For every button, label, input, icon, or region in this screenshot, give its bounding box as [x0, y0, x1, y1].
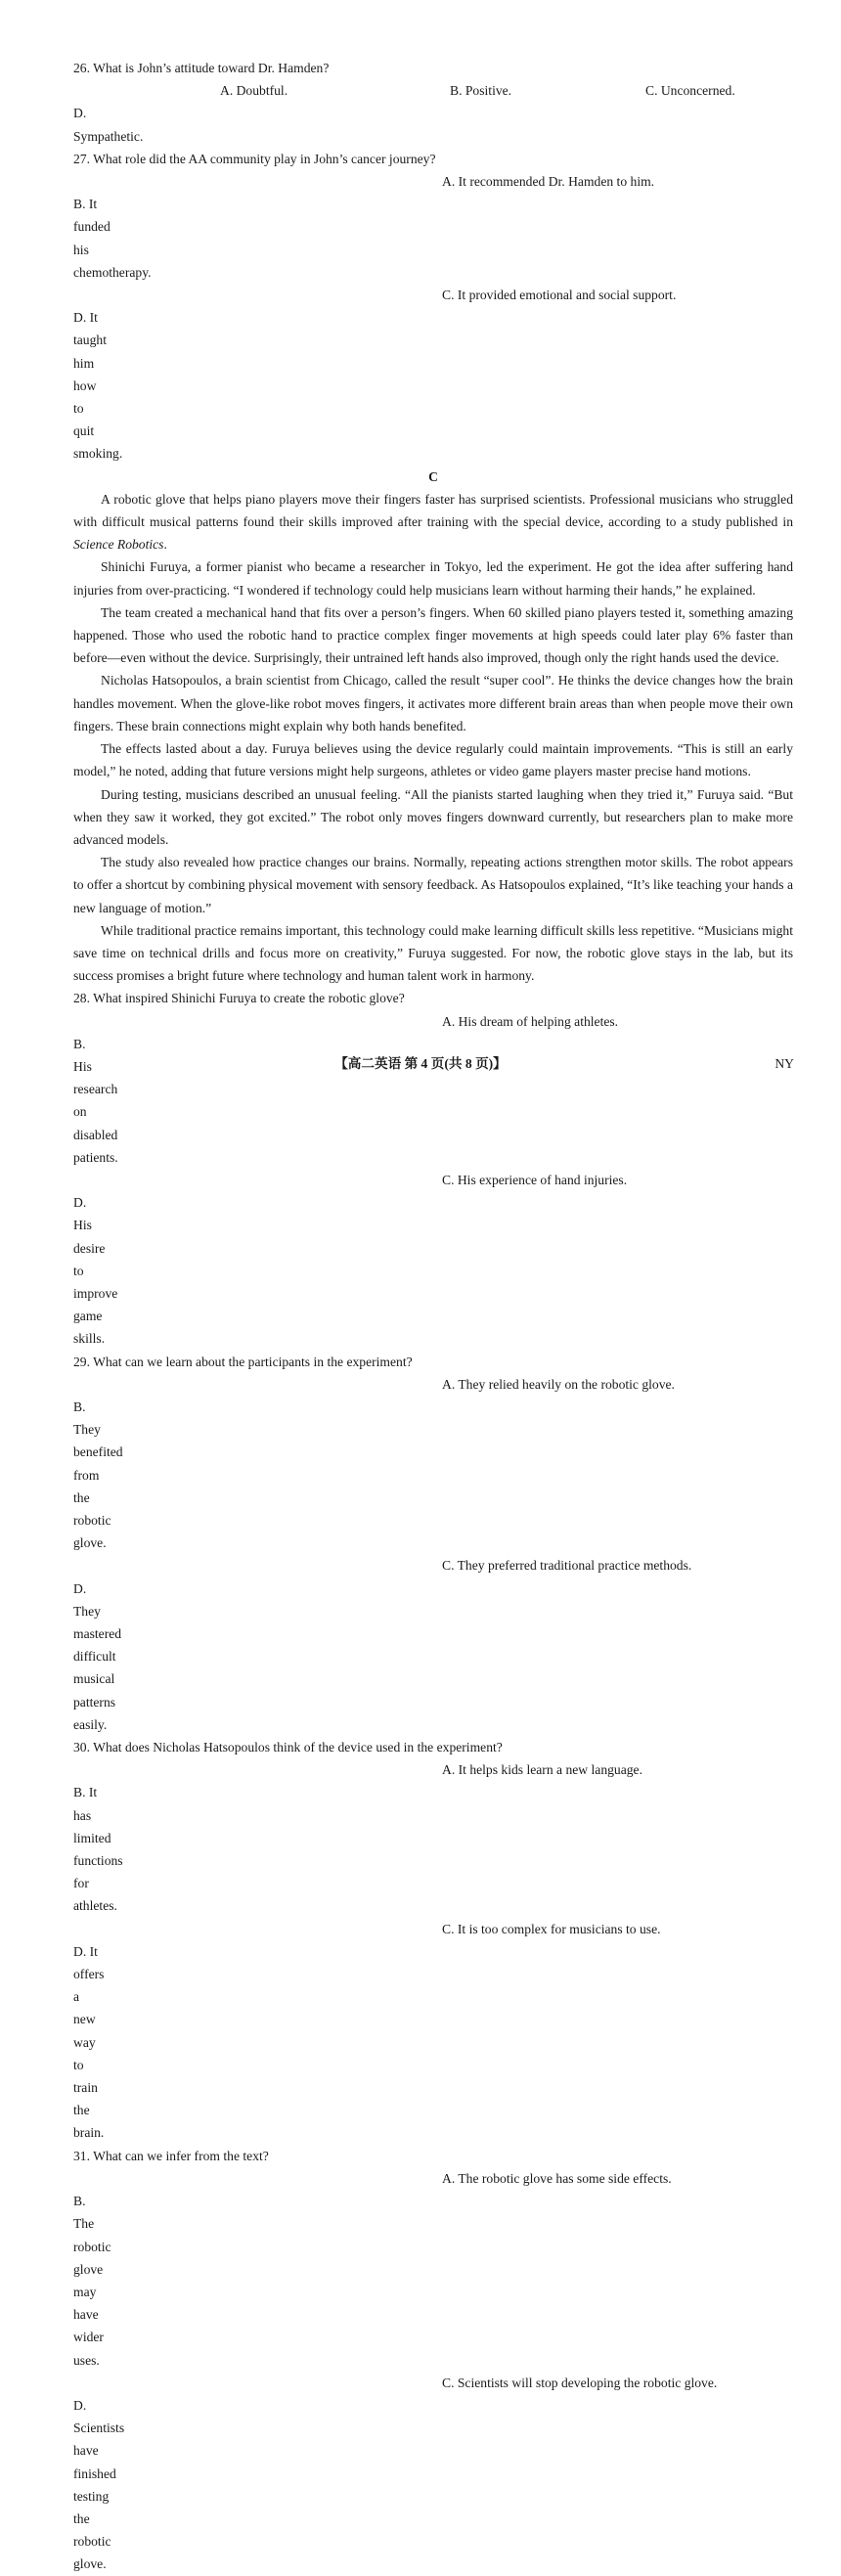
question-30 — [73, 1736, 793, 2145]
options-row — [73, 1758, 793, 1917]
option-c: C. Unconcerned. — [645, 83, 735, 99]
options-row — [73, 2372, 793, 2576]
option-a: A. His dream of helping athletes. — [442, 1013, 619, 1029]
question-26 — [73, 57, 793, 148]
option-d: D. They mastered difficult musical patterns easily. — [73, 1580, 122, 1732]
question-stem: 27. What role did the AA community play in John’s cancer journey? — [73, 151, 436, 166]
passage-paragraph: While traditional practice remains important, this technology could make learning difficult skills less repetitive. “Musicians might save time on technical drills and focus more on creativity,” Furuya suggested. For now, the robotic glove stays in the lab, but its success promises a bright future where technology and human talent work in harmony. — [73, 922, 793, 984]
option-d: D. It taught him how to quit smoking. — [73, 310, 123, 462]
option-a: A. They relied heavily on the robotic glove. — [442, 1376, 675, 1392]
question-29 — [73, 1351, 793, 1736]
question-27 — [73, 148, 793, 466]
option-d: D. Scientists have finished testing the robotic glove. — [73, 2397, 125, 2572]
option-b: B. Positive. — [450, 83, 512, 99]
option-a: A. It helps kids learn a new language. — [442, 1762, 642, 1778]
options-row — [73, 79, 793, 148]
paragraph-text: A robotic glove that helps piano players move their fingers faster has surprised scientists. Professional musicians who struggled with difficult musical patterns found their skills improved after training with the special device, according to a study published in — [73, 491, 793, 530]
question-28 — [73, 987, 793, 1350]
option-c: C. It provided emotional and social support. — [442, 288, 677, 303]
passage-paragraph: The study also revealed how practice changes our brains. Normally, repeating actions strengthen motor skills. The robot appears to offer a shortcut by combining physical movement with sensory feedback. As Hatsopoulos explained, “It’s like teaching your hands a new language of motion.” — [73, 855, 793, 915]
options-row — [73, 1918, 793, 2145]
options-row — [73, 170, 793, 284]
option-d: D. His desire to improve game skills. — [73, 1195, 118, 1347]
options-row — [73, 1010, 793, 1169]
journal-title: Science Robotics — [73, 537, 164, 553]
option-b: B. It has limited functions for athletes. — [73, 1785, 123, 1914]
option-b: B. His research on disabled patients. — [73, 1036, 118, 1165]
page-footer — [0, 1052, 841, 1076]
question-stem: 31. What can we infer from the text? — [73, 2148, 269, 2163]
question-stem: 26. What is John’s attitude toward Dr. Hamden? — [73, 61, 330, 75]
passage-c — [73, 466, 793, 988]
option-c: C. Scientists will stop developing the robotic glove. — [442, 2375, 718, 2390]
option-d: D. Sympathetic. — [73, 106, 144, 144]
question-stem: 30. What does Nicholas Hatsopoulos think of the device used in the experiment? — [73, 1740, 503, 1755]
option-b: B. They benefited from the robotic glove. — [73, 1399, 123, 1551]
footer-code: NY — [775, 1056, 794, 1071]
page-content — [73, 57, 793, 2576]
passage-paragraph — [73, 488, 793, 556]
options-row — [73, 1169, 793, 1351]
option-c: C. His experience of hand injuries. — [442, 1172, 628, 1187]
option-d: D. It offers a new way to train the brain. — [73, 1943, 105, 2141]
options-row — [73, 284, 793, 466]
option-c: C. They preferred traditional practice methods. — [442, 1558, 692, 1574]
question-stem: 29. What can we learn about the participants in the experiment? — [73, 1354, 413, 1369]
option-a: A. Doubtful. — [220, 83, 288, 99]
question-31 — [73, 2145, 793, 2576]
paragraph-text: . — [163, 537, 167, 553]
option-b: B. The robotic glove may have wider uses. — [73, 2194, 111, 2368]
options-row — [73, 1373, 793, 1555]
section-heading: C — [428, 468, 438, 484]
passage-paragraph: The effects lasted about a day. Furuya believes using the device regularly could maintain improvements. “This is still an early model,” he noted, adding that future versions might help surgeons, athletes or video game players master precise hand motions. — [73, 741, 793, 779]
option-a: A. The robotic glove has some side effects. — [442, 2170, 672, 2186]
option-c: C. It is too complex for musicians to use. — [442, 1921, 661, 1936]
passage-paragraph: The team created a mechanical hand that fits over a person’s fingers. When 60 skilled piano players tested it, something amazing happened. Those who used the robotic hand to practice complex finger movements at high speeds could later play 6% faster than before—even without the device. Surprisingly, their untrained left hands also improved, though only the right hands used the device. — [73, 604, 793, 666]
question-stem: 28. What inspired Shinichi Furuya to create the robotic glove? — [73, 991, 405, 1006]
footer-page-label: 【高二英语 第 4 页(共 8 页)】 — [334, 1056, 507, 1071]
options-row — [73, 1554, 793, 1736]
passage-paragraph: Shinichi Furuya, a former pianist who became a researcher in Tokyo, led the experiment. He got the idea after suffering hand injuries from over-practicing. “I wondered if technology could help musicians learn without harming their hands,” he explained. — [73, 559, 793, 598]
option-b: B. It funded his chemotherapy. — [73, 197, 152, 280]
passage-paragraph: Nicholas Hatsopoulos, a brain scientist from Chicago, called the result “super cool”. He thinks the device changes how the brain handles movement. When the glove-like robot moves fingers, it activates more different brain areas than when people move their own fingers. These brain connections might explain why both hands benefited. — [73, 673, 793, 733]
passage-paragraph: During testing, musicians described an unusual feeling. “All the pianists started laughing when they tried it,” Furuya said. “But when they saw it worked, they got excited.” The robot only moves fingers downward currently, but researchers plan to make more advanced models. — [73, 786, 793, 847]
option-a: A. It recommended Dr. Hamden to him. — [442, 174, 655, 190]
options-row — [73, 2167, 793, 2372]
